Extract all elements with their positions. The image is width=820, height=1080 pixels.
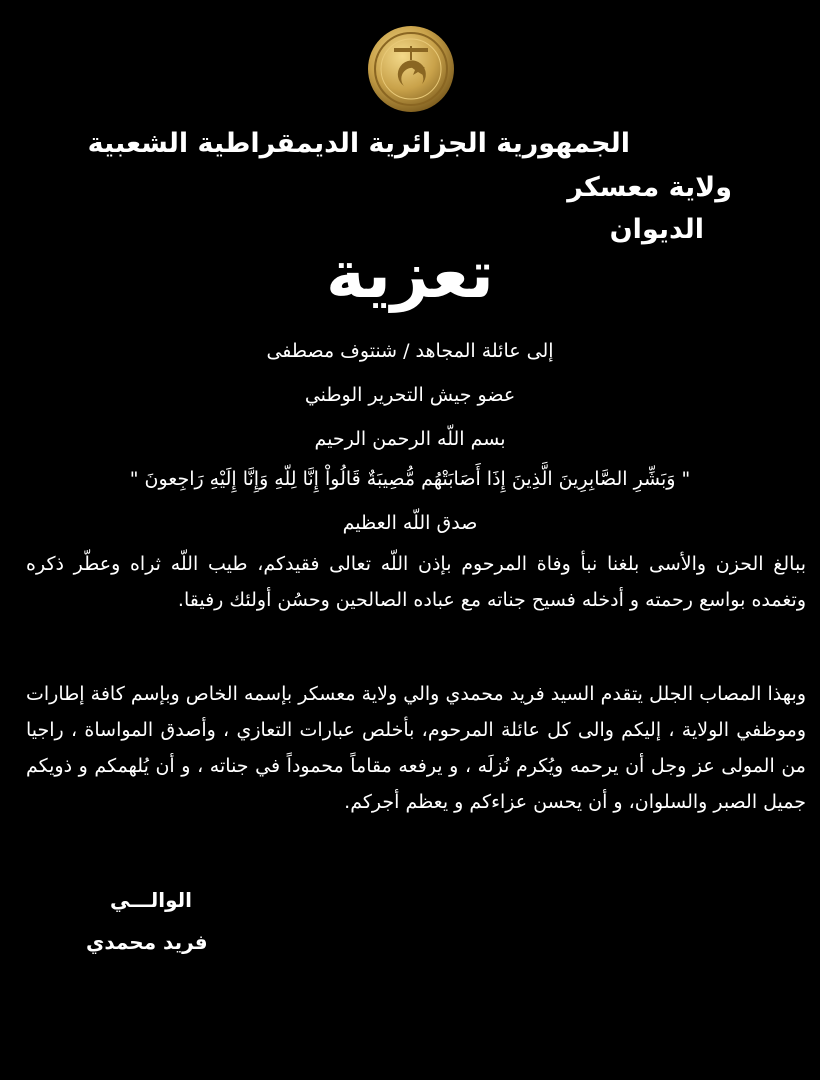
republic-heading: الجمهورية الجزائرية الديمقراطية الشعبية bbox=[87, 128, 630, 159]
signature-name: فريد محمدي bbox=[86, 930, 208, 954]
signature-title: الوالـــي bbox=[110, 888, 193, 912]
role-line: عضو جيش التحرير الوطني bbox=[304, 384, 516, 406]
sadaqa-line: صدق اللّه العظيم bbox=[342, 512, 478, 534]
quran-verse: " وَبَشِّرِ الصَّابِرِينَ الَّذِينَ إِذَا أَصَابَتْهُم مُّصِيبَةٌ قَالُواْ إِنَّا لِلّهِ وَإِنَّا إِلَيْهِ رَاجِعونَ " bbox=[129, 468, 691, 490]
recipient-line: إلى عائلة المجاهد / شنتوف مصطفى bbox=[266, 340, 554, 362]
basmala-line: بسم اللّه الرحمن الرحيم bbox=[314, 428, 506, 450]
condolence-paragraph-1: ببالغ الحزن والأسى بلغنا نبأ وفاة المرحوم بإذن اللّه تعالى فقيدكم، طيب اللّه ثراه وعطّر ذكره وتغمده بواسع رحمته و أدخله فسيح جناته مع عباده الصالحين وحسُن أولئك رفيقا. bbox=[26, 553, 806, 611]
algeria-state-emblem-icon bbox=[366, 24, 456, 114]
page-title: تعزية bbox=[326, 236, 494, 313]
office-heading: الديوان bbox=[609, 214, 704, 245]
wilaya-heading: ولاية معسكر bbox=[567, 172, 732, 203]
condolence-paragraph-2: وبهذا المصاب الجلل يتقدم السيد فريد محمدي والي ولاية معسكر بإسمه الخاص وبإسم كافة إطارات وموظفي الولاية ، إليكم والى كل عائلة المرحوم، بأخلص عبارات التعازي ، وأصدق المواساة ، راجيا من المولى عز وجل أن يرحمه ويُكرم نُزلَه ، و يرفعه مقاماً محموداً في جناته ، و أن يُلهمكم و ذويكم جميل الصبر والسلوان، و أن يحسن عزاءكم و يعظم أجركم. bbox=[26, 683, 806, 813]
